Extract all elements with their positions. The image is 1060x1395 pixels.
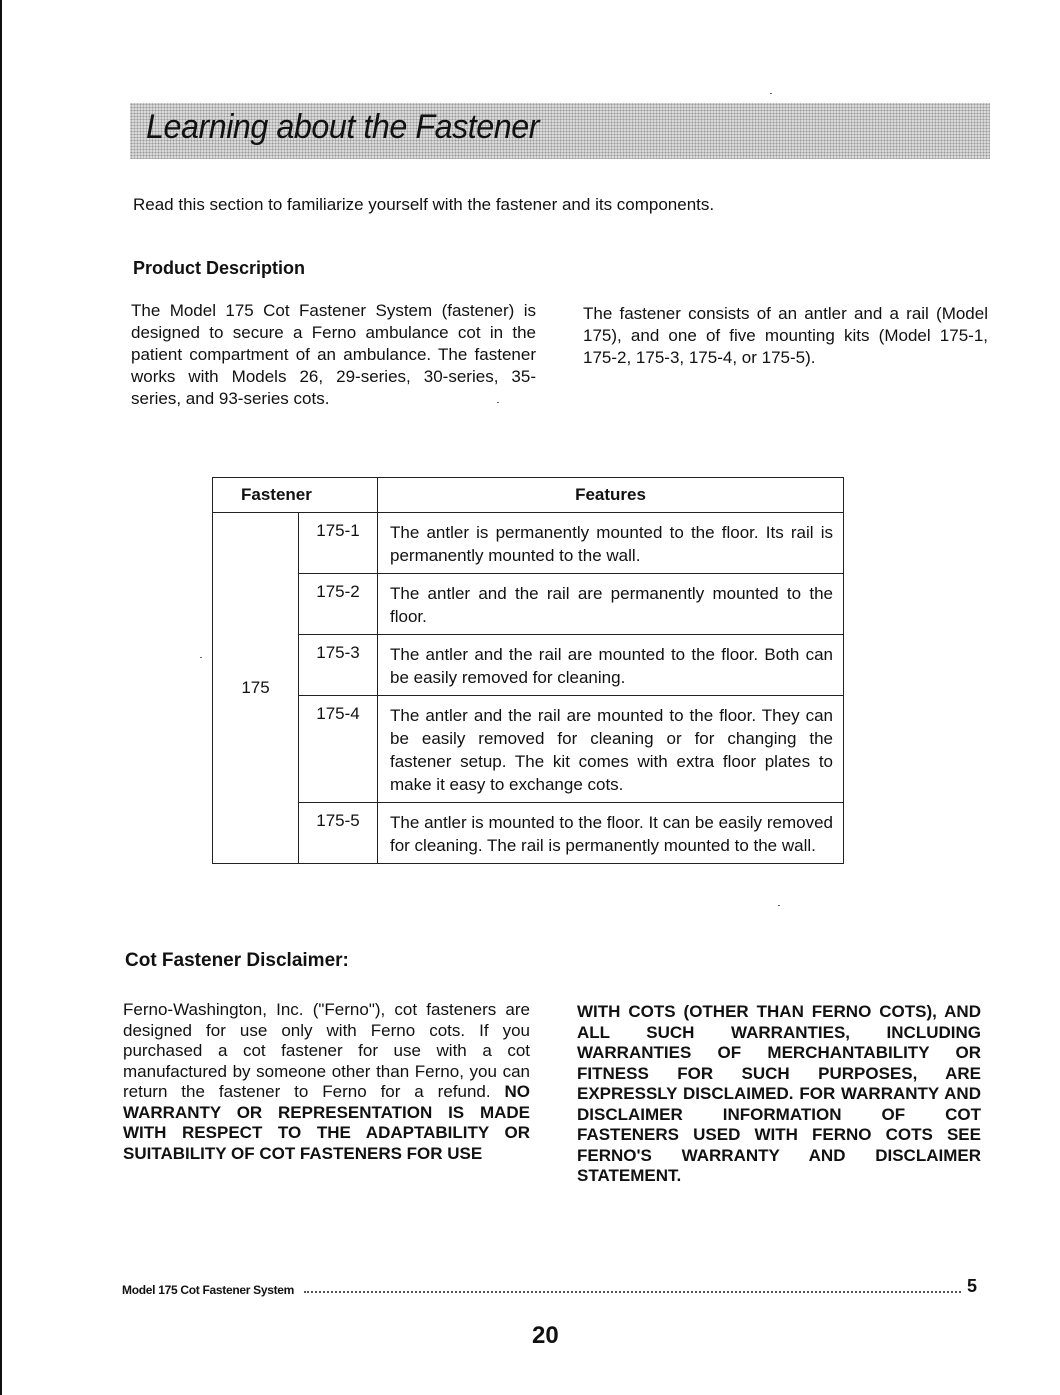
header-fastener: Fastener — [213, 478, 378, 513]
disclaimer-left-column — [123, 1000, 530, 1164]
table-row — [213, 696, 844, 803]
features-cell: The antler and the rail are mounted to the floor. They can be easily removed for cleaning or for changing the fastener setup. The kit comes with extra floor plates to make it easy to exchange cots. — [378, 696, 844, 803]
product-description-heading: Product Description — [133, 258, 306, 278]
header-features: Features — [378, 478, 844, 513]
kit-cell: 175-1 — [299, 513, 378, 574]
disclaimer-right-column: WITH COTS (OTHER THAN FERNO COTS), AND ALL SUCH WARRANTIES, INCLUDING WARRANTIES OF MERCHANTABILITY OR FITNESS FOR SUCH PURPOSES, ARE EXPRESSLY DISCLAIMED. FOR WARRANTY AND DISCLAIMER INFORMATION OF COT FASTENERS USED WITH FERNO COTS SEE FERNO'S WARRANTY AND DISCLAIMER STATEMENT. — [577, 1002, 981, 1185]
product-description-left: The Model 175 Cot Fastener System (fastener) is designed to secure a Ferno ambulance cot in the patient compartment of an ambulance. The fastener works with Models 26, 29-series, 30-series, 35-series, and 93-series cots. — [131, 301, 536, 408]
disclaimer-heading: Cot Fastener Disclaimer: — [125, 950, 349, 971]
scan-speck — [770, 93, 772, 94]
footer-title: Model 175 Cot Fastener System — [122, 1283, 295, 1297]
scan-speck — [200, 657, 202, 658]
running-footer — [122, 1277, 977, 1297]
intro-text: Read this section to familiarize yourself with the fastener and its components. — [133, 195, 715, 214]
features-cell: The antler and the rail are mounted to the floor. Both can be easily removed for cleaning. — [378, 635, 844, 696]
table-row — [213, 574, 844, 635]
model-cell: 175 — [213, 513, 299, 864]
table-row — [213, 803, 844, 864]
disclaimer-text: Ferno-Washington, Inc. ("Ferno"), cot fasteners are designed for use only with Ferno cots. If you purchased a cot fastener for use with a cot manufactured by someone other than Ferno, you can return the fastener to Ferno for a refund. — [123, 1000, 530, 1101]
footer-dot-leader — [304, 1290, 961, 1293]
features-cell: The antler is permanently mounted to the floor. Its rail is permanently mounted to the wall. — [378, 513, 844, 574]
disclaimer-bold-text: NO WARRANTY OR REPRESENTATION IS MADE WITH RESPECT TO THE ADAPTABILITY OR SUITABILITY OF COT FASTENERS FOR USE — [123, 1082, 530, 1163]
features-cell: The antler is mounted to the floor. It can be easily removed for cleaning. The rail is permanently mounted to the wall. — [378, 803, 844, 864]
features-table — [212, 477, 844, 864]
kit-cell: 175-2 — [299, 574, 378, 635]
footer-section-page: 5 — [966, 1276, 977, 1296]
page-number: 20 — [532, 1322, 559, 1349]
kit-cell: 175-4 — [299, 696, 378, 803]
table-row — [213, 635, 844, 696]
features-cell: The antler and the rail are permanently mounted to the floor. — [378, 574, 844, 635]
kit-cell: 175-5 — [299, 803, 378, 864]
page-title: Learning about the Fastener — [146, 108, 540, 146]
product-description-right: The fastener consists of an antler and a rail (Model 175), and one of five mounting kits (Model 175-1, 175-2, 175-3, 175-4, or 175-5). — [583, 304, 988, 367]
table-row — [213, 513, 844, 574]
table-header-row — [213, 478, 844, 513]
scan-speck — [778, 905, 780, 906]
scan-edge-line — [0, 0, 2, 1395]
kit-cell: 175-3 — [299, 635, 378, 696]
scan-speck — [497, 402, 499, 403]
